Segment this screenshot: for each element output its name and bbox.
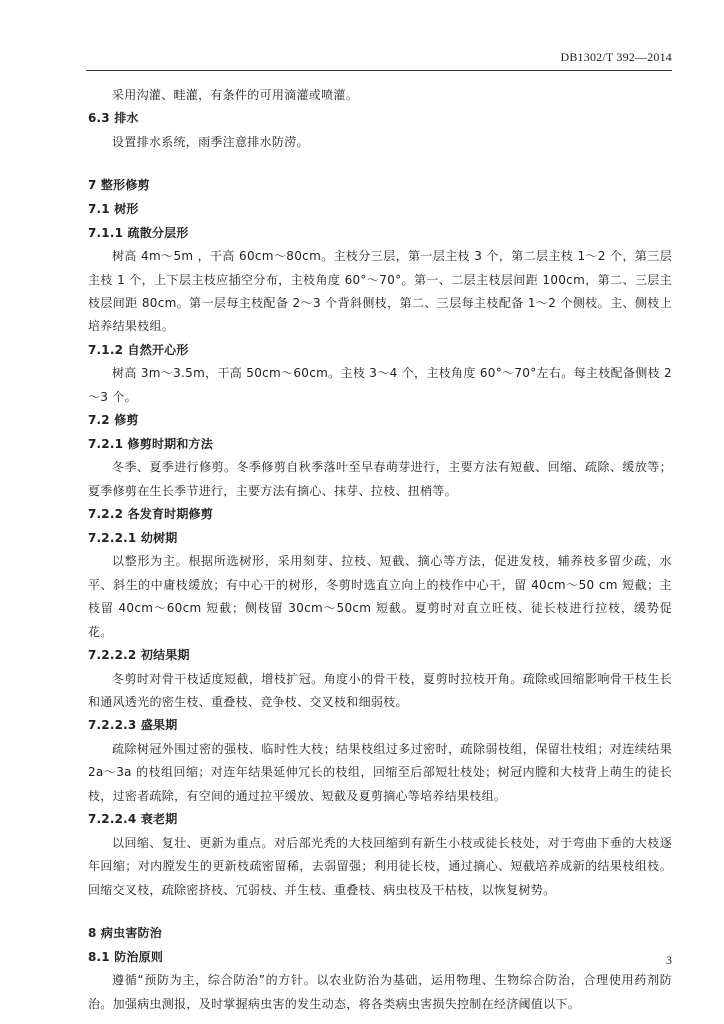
section-heading: 7.2.2.1 幼树期 xyxy=(88,530,178,545)
section-heading: 8.1 防治原则 xyxy=(88,949,164,964)
body-paragraph: 冬季、夏季进行修剪。冬季修剪自秋季落叶至早春萌芽进行，主要方法有短截、回缩、疏除、缓放等；夏季修剪在生长季节进行，主要方法有摘心、抹芽、拉枝、扭梢等。 xyxy=(88,460,672,498)
document-code: DB1302/T 392—2014 xyxy=(560,50,672,64)
section-heading: 7.1.1 疏散分层形 xyxy=(88,225,189,240)
section-heading: 6.3 排水 xyxy=(88,111,139,126)
body-paragraph: 疏除树冠外围过密的强枝、临时性大枝；结果枝组过多过密时，疏除弱枝组，保留壮枝组；对连续结果 2a～3a 的枝组回缩；对连年结果延伸冗长的枝组，回缩至后部短壮枝处；树冠内膛和大枝背上萌生的徒长枝，过密者疏除，有空间的通过拉平缓放、短截及夏剪摘心等培养结果枝组。 xyxy=(88,742,672,803)
body-paragraph: 遵循“预防为主，综合防治”的方针。以农业防治为基础，运用物理、生物综合防治，合理使用药剂防治。加强病虫测报，及时掌握病虫害的发生动态，将各类病虫害损失控制在经济阈值以下。 xyxy=(88,973,672,1011)
section-heading: 7 整形修剪 xyxy=(88,178,150,193)
section-gap xyxy=(88,154,672,174)
section-heading: 8 病虫害防治 xyxy=(88,926,162,941)
page-number: 3 xyxy=(666,953,672,967)
body-paragraph: 树高 3m～3.5m，干高 50cm～60cm。主枝 3～4 个，主枝角度 60°～70°左右。每主枝配备侧枝 2～3 个。 xyxy=(88,366,672,404)
section-heading: 7.2.2 各发育时期修剪 xyxy=(88,507,213,522)
body-paragraph: 采用沟灌、畦灌，有条件的可用滴灌或喷灌。 xyxy=(112,88,359,102)
section-heading: 7.2 修剪 xyxy=(88,413,139,428)
section-heading: 7.1.2 自然开心形 xyxy=(88,342,189,357)
body-paragraph: 以整形为主。根据所选树形，采用刻芽、拉枝、短截、摘心等方法，促进发枝，辅养枝多留少疏，水平、斜生的中庸枝缓放；有中心干的树形，冬剪时选直立向上的枝作中心干，留 40cm～50 cm 短截；主枝留 40cm～60cm 短截；侧枝留 30cm～50cm 短截。夏剪时对直立旺枝、徒长枝进行拉枝，缓势促花。 xyxy=(88,554,672,639)
section-gap xyxy=(88,902,672,922)
body-paragraph: 树高 4m～5m ，干高 60cm～80cm。主枝分三层，第一层主枝 3 个，第二层主枝 1～2 个，第三层主枝 1 个，上下层主枝应插空分布，主枝角度 60°～70°。第一、二层主枝层间距 100cm，第二、三层主枝层间距 80cm。第一层每主枝配备 2～3 个背斜侧枝，第二、三层每主枝配备 1～2 个侧枝。主、侧枝上培养结果枝组。 xyxy=(88,249,672,334)
body-paragraph: 设置排水系统，雨季注意排水防涝。 xyxy=(112,135,309,149)
section-heading: 7.2.1 修剪时期和方法 xyxy=(88,436,213,451)
body-paragraph: 冬剪时对骨干枝适度短截，增枝扩冠。角度小的骨干枝，夏剪时拉枝开角。疏除或回缩影响骨干枝生长和通风透光的密生枝、重叠枝、竞争枝、交叉枝和细弱枝。 xyxy=(88,671,672,710)
header-rule xyxy=(86,70,672,71)
document-body xyxy=(88,84,672,1016)
section-heading: 7.2.2.4 衰老期 xyxy=(88,812,178,827)
body-paragraph: 以回缩、复壮、更新为重点。对后部光秃的大枝回缩到有新生小枝或徒长枝处，对于弯曲下垂的大枝逐年回缩；对内膛发生的更新枝疏密留稀，去弱留强；利用徒长枝，通过摘心、短截培养成新的结果枝组枝。回缩交叉枝，疏除密挤枝、冗弱枝、并生枝、重叠枝、病虫枝及干枯枝，以恢复树势。 xyxy=(88,835,672,897)
section-heading: 7.2.2.2 初结果期 xyxy=(88,648,190,663)
section-heading: 7.2.2.3 盛果期 xyxy=(88,718,178,733)
section-heading: 7.1 树形 xyxy=(88,202,139,216)
